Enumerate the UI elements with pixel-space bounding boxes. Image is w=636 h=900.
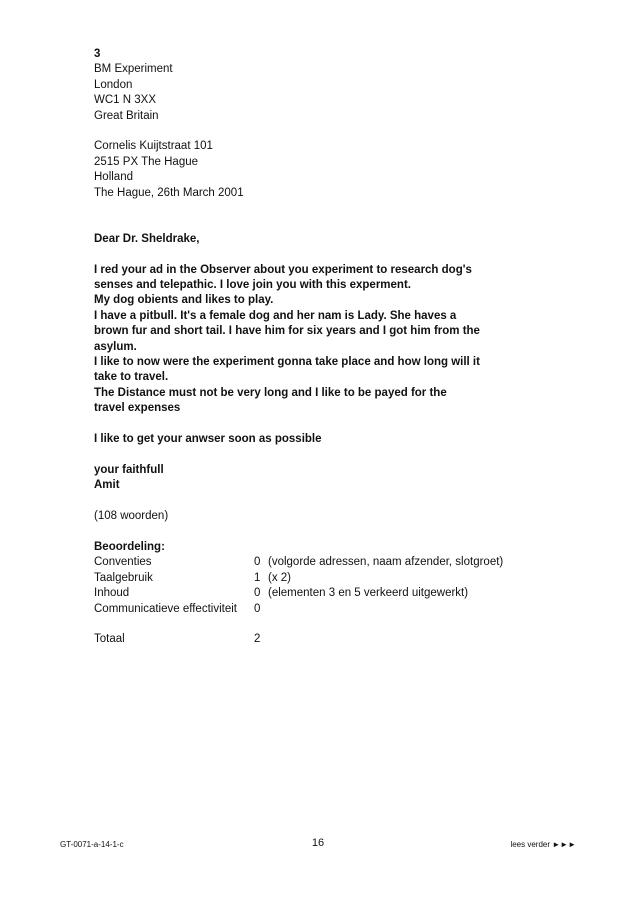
sender-address-line: Great Britain [94, 109, 159, 122]
body-line: My dog obients and likes to play. [94, 294, 274, 307]
signature: Amit [94, 479, 120, 492]
closing-request: I like to get your anwser soon as possible [94, 433, 322, 446]
sender-address-line: London [94, 78, 133, 91]
grading-note: (elementen 3 en 5 verkeerd uitgewerkt) [268, 587, 469, 600]
salutation: Dear Dr. Sheldrake, [94, 232, 200, 245]
recipient-address-line: Cornelis Kuijtstraat 101 [94, 140, 213, 153]
page-footer [60, 837, 576, 851]
body-line: asylum. [94, 340, 137, 353]
body-line: I have a pitbull. It's a female dog and her nam is Lady. She haves a [94, 309, 457, 322]
page-number: 16 [311, 837, 325, 849]
body-line: take to travel. [94, 371, 169, 384]
grading-heading: Beoordeling: [94, 540, 165, 553]
grading-total-row [94, 632, 503, 647]
letter-body [94, 263, 554, 417]
word-count: (108 woorden) [94, 510, 169, 523]
body-line: The Distance must not be very long and I like to be payed for the [94, 386, 447, 399]
grading-score: 0 [254, 556, 261, 569]
body-line: travel expenses [94, 402, 181, 415]
grading-note [268, 602, 503, 617]
grading-section [94, 540, 554, 648]
grading-row [94, 555, 503, 570]
sender-address [94, 62, 554, 124]
document-content [94, 47, 554, 648]
body-line: senses and telepathic. I love join you with this experment. [94, 279, 411, 292]
grading-note: (volgorde adressen, naam afzender, slotgroet) [268, 556, 504, 569]
document-code: GT-0071-a-14-1-c [60, 840, 124, 849]
grading-criterion: Taalgebruik [94, 571, 153, 584]
grading-criterion: Communicatieve effectiviteit [94, 602, 237, 615]
grading-score: 0 [254, 587, 261, 600]
sender-address-line: WC1 N 3XX [94, 94, 156, 107]
body-line: I red your ad in the Observer about you experiment to research dog's [94, 263, 472, 276]
closing: your faithfull [94, 463, 164, 476]
grading-total-label: Totaal [94, 633, 125, 646]
grading-total-score: 2 [254, 633, 261, 646]
sender-address-line: BM Experiment [94, 63, 173, 76]
grading-criterion: Inhoud [94, 587, 130, 600]
grading-row [94, 571, 503, 586]
body-line: I like to now were the experiment gonna take place and how long will it [94, 356, 480, 369]
grading-table [94, 555, 503, 647]
body-line: brown fur and short tail. I have him for six years and I got him from the [94, 325, 480, 338]
grading-row [94, 586, 503, 601]
recipient-address-line: Holland [94, 171, 133, 184]
grading-spacer [94, 617, 503, 632]
grading-row [94, 602, 503, 617]
grading-score: 0 [254, 602, 261, 615]
continue-indicator: lees verder ►►► [510, 840, 576, 849]
recipient-address [94, 139, 554, 201]
recipient-address-line: 2515 PX The Hague [94, 155, 199, 168]
grading-note: (x 2) [268, 571, 291, 584]
grading-criterion: Conventies [94, 556, 152, 569]
letter-date: The Hague, 26th March 2001 [94, 186, 244, 199]
question-number: 3 [94, 48, 101, 60]
grading-score: 1 [254, 571, 261, 584]
